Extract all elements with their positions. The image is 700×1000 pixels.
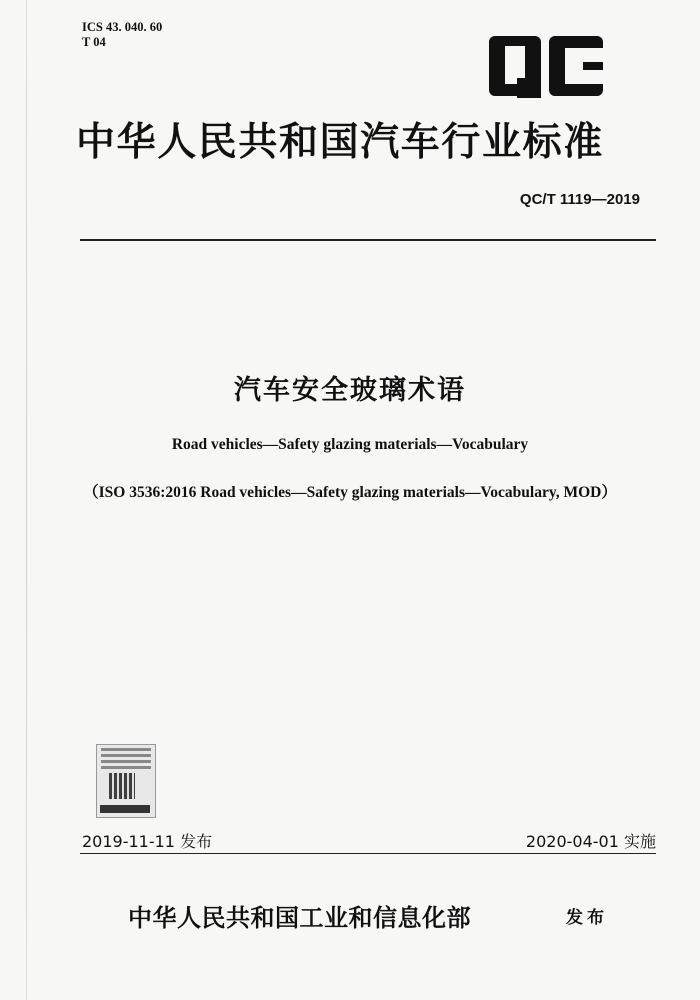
stamp-serial-bar — [100, 805, 150, 813]
qr-code-icon — [109, 773, 135, 799]
issue-date: 2019-11-11 发布 — [82, 832, 213, 851]
issuing-label: 发布 — [566, 908, 608, 928]
chinese-title: 汽车安全玻璃术语 — [234, 375, 466, 406]
footer-divider — [80, 853, 656, 854]
english-title: Road vehicles—Safety glazing materials—Vocabulary — [171, 436, 529, 453]
standard-category-title: 中华人民共和国汽车行业标准 — [76, 119, 604, 165]
standard-number: QC/T 1119—2019 — [519, 191, 640, 208]
ics-code: ICS 43. 040. 60 — [82, 20, 163, 34]
category-code: T 04 — [82, 35, 106, 49]
header-divider — [80, 239, 656, 241]
iso-reference: （ISO 3536:2016 Road vehicles—Safety glazing materials—Vocabulary, MOD） — [83, 484, 617, 501]
issuing-authority: 中华人民共和国工业和信息化部 — [128, 903, 471, 932]
implementation-date: 2020-04-01 实施 — [525, 832, 656, 851]
qc-logo — [487, 34, 605, 100]
anti-counterfeit-stamp — [96, 744, 156, 818]
stamp-text-lines — [97, 748, 155, 769]
classification-block — [82, 20, 162, 50]
